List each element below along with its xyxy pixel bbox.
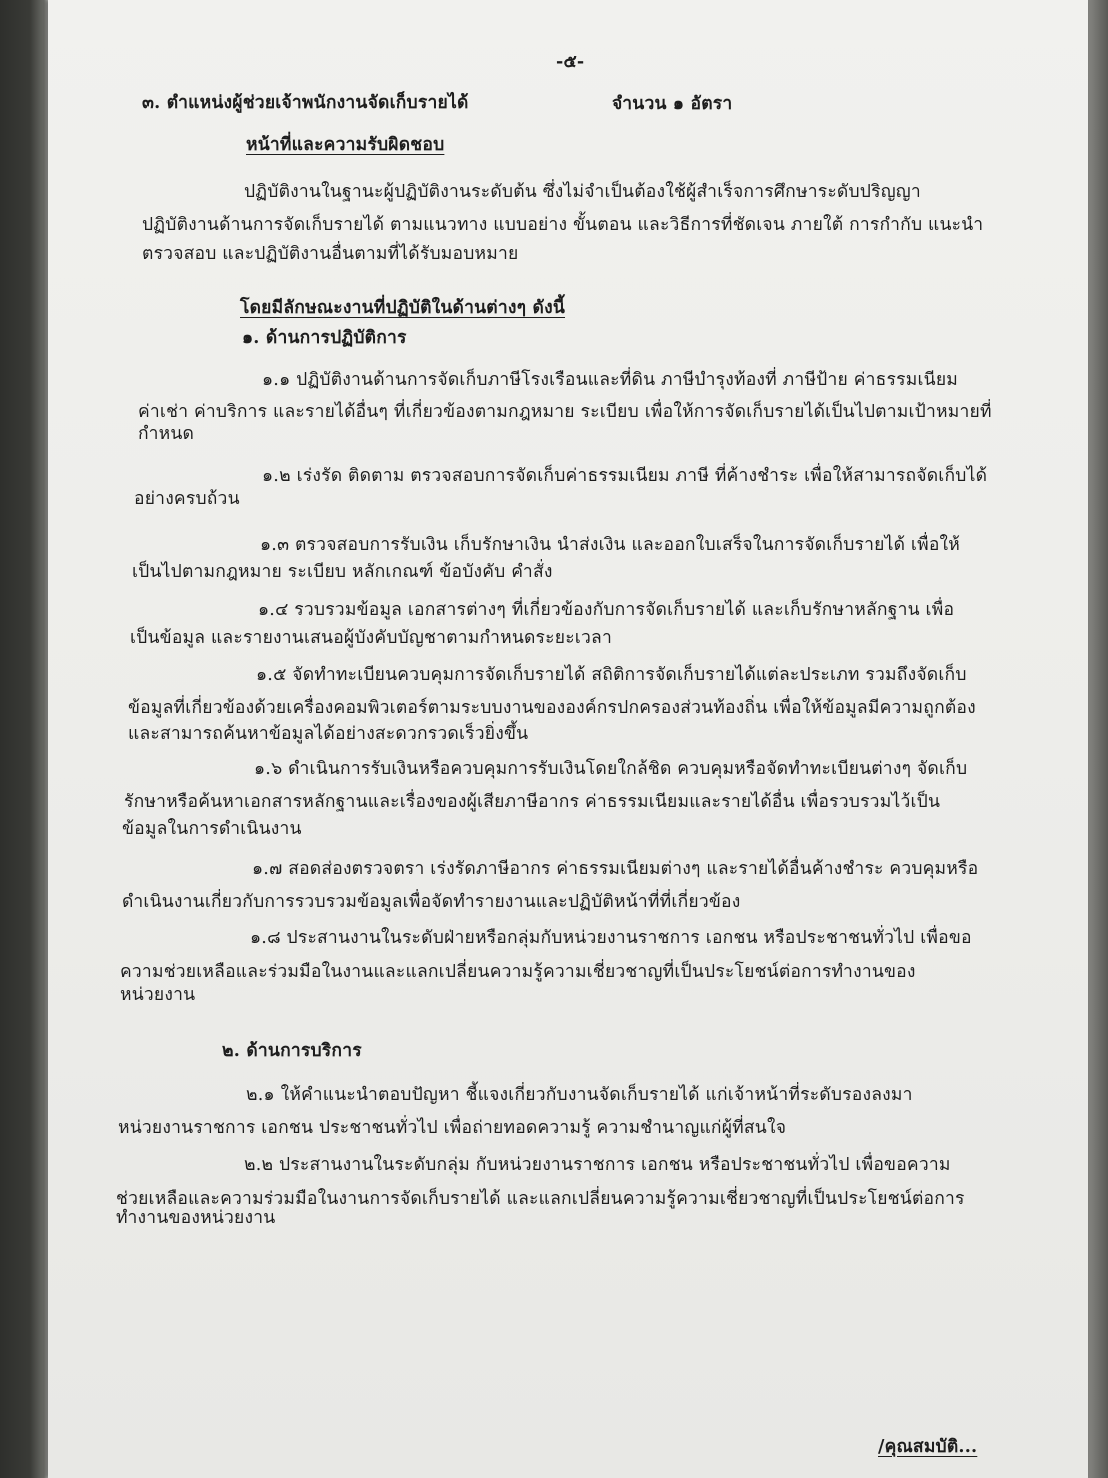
task-2-1-line: หน่วยงานราชการ เอกชน ประชาชนทั่วไป เพื่อถ่ายทอดความรู้ ความชำนาญแก่ผู้ที่สนใจ [118, 1118, 787, 1138]
task-1-8-line: ๑.๘ ประสานงานในระดับฝ่ายหรือกลุ่มกับหน่วยงานราชการ เอกชน หรือประชาชนทั่วไป เพื่อขอ [250, 928, 972, 948]
section2-heading: ๒. ด้านการบริการ [222, 1041, 362, 1061]
tasks-heading: โดยมีลักษณะงานที่ปฏิบัติในด้านต่างๆ ดังนี้ [240, 298, 566, 318]
task-1-2-line: ๑.๒ เร่งรัด ติดตาม ตรวจสอบการจัดเก็บค่าธรรมเนียม ภาษี ที่ค้างชำระ เพื่อให้สามารถจัดเก็บได้ [262, 466, 988, 486]
intro-line: ตรวจสอบ และปฏิบัติงานอื่นตามที่ได้รับมอบหมาย [142, 244, 519, 264]
intro-line: ปฏิบัติงานในฐานะผู้ปฏิบัติงานระดับต้น ซึ่งไม่จำเป็นต้องใช้ผู้สำเร็จการศึกษาระดับปริญญา [244, 182, 921, 202]
task-1-3-line: เป็นไปตามกฎหมาย ระเบียบ หลักเกณฑ์ ข้อบังคับ คำสั่ง [132, 562, 553, 582]
intro-line: ปฏิบัติงานด้านการจัดเก็บรายได้ ตามแนวทาง แบบอย่าง ขั้นตอน และวิธีการที่ชัดเจน ภายใต้ การกำกับ แนะนำ [142, 215, 984, 235]
continuation-note: /คุณสมบัติ... [878, 1437, 978, 1457]
task-1-6-line: ข้อมูลในการดำเนินงาน [122, 819, 302, 839]
task-1-1-line: ๑.๑ ปฏิบัติงานด้านการจัดเก็บภาษีโรงเรือนและที่ดิน ภาษีบำรุงท้องที่ ภาษีป้าย ค่าธรรมเนียม [262, 370, 959, 390]
task-1-6-line: ๑.๖ ดำเนินการรับเงินหรือควบคุมการรับเงินโดยใกล้ชิด ควบคุมหรือจัดทำทะเบียนต่างๆ จัดเก็บ [254, 759, 968, 779]
task-2-2-line: ทำงานของหน่วยงาน [116, 1208, 276, 1228]
task-1-5-line: ข้อมูลที่เกี่ยวข้องด้วยเครื่องคอมพิวเตอร์ตามระบบงานขององค์กรปกครองส่วนท้องถิ่น เพื่อให้ข้อมูลมีความถูกต้อง [128, 698, 976, 718]
task-2-2-line: ช่วยเหลือและความร่วมมือในงานการจัดเก็บรายได้ และแลกเปลี่ยนความรู้ความเชี่ยวชาญที่เป็นประโยชน์ต่อการ [116, 1189, 965, 1209]
task-2-2-line: ๒.๒ ประสานงานในระดับกลุ่ม กับหน่วยงานราชการ เอกชน หรือประชาชนทั่วไป เพื่อขอความ [244, 1155, 951, 1175]
section1-heading: ๑. ด้านการปฏิบัติการ [242, 328, 407, 348]
duties-heading: หน้าที่และความรับผิดชอบ [246, 135, 445, 155]
task-1-1-line: ค่าเช่า ค่าบริการ และรายได้อื่นๆ ที่เกี่ยวข้องตามกฎหมาย ระเบียบ เพื่อให้การจัดเก็บรายได้เป็นไปตามเป้าหมายที่ [138, 402, 992, 422]
task-1-4-line: เป็นข้อมูล และรายงานเสนอผู้บังคับบัญชาตามกำหนดระยะเวลา [130, 628, 612, 648]
task-1-5-line: ๑.๕ จัดทำทะเบียนควบคุมการจัดเก็บรายได้ สถิติการจัดเก็บรายได้แต่ละประเภท รวมถึงจัดเก็บ [256, 665, 967, 685]
task-1-7-line: ดำเนินงานเกี่ยวกับการรวบรวมข้อมูลเพื่อจัดทำรายงานและปฏิบัติหน้าที่ที่เกี่ยวข้อง [122, 892, 741, 912]
task-1-8-line: ความช่วยเหลือและร่วมมือในงานและแลกเปลี่ยนความรู้ความเชี่ยวชาญที่เป็นประโยชน์ต่อการทำงานของ [120, 962, 916, 982]
page-number: -๕- [556, 52, 585, 72]
task-1-8-line: หน่วยงาน [120, 985, 196, 1005]
task-1-7-line: ๑.๗ สอดส่องตรวจตรา เร่งรัดภาษีอากร ค่าธรรมเนียมต่างๆ และรายได้อื่นค้างชำระ ควบคุมหรือ [252, 859, 979, 879]
task-1-1-line: กำหนด [138, 424, 195, 444]
position-heading: ๓. ตำแหน่งผู้ช่วยเจ้าพนักงานจัดเก็บรายได้ [142, 93, 469, 113]
task-1-6-line: รักษาหรือค้นหาเอกสารหลักฐานและเรื่องของผู้เสียภาษีอากร ค่าธรรมเนียมและรายได้อื่น เพื่อรวบรวมไว้เป็น [124, 792, 941, 812]
task-1-3-line: ๑.๓ ตรวจสอบการรับเงิน เก็บรักษาเงิน นำส่งเงิน และออกใบเสร็จในการจัดเก็บรายได้ เพื่อให้ [260, 535, 961, 555]
task-1-2-line: อย่างครบถ้วน [134, 489, 240, 509]
task-1-5-line: และสามารถค้นหาข้อมูลได้อย่างสะดวกรวดเร็วยิ่งขึ้น [128, 724, 529, 744]
position-count: จำนวน ๑ อัตรา [612, 94, 733, 114]
task-1-4-line: ๑.๔ รวบรวมข้อมูล เอกสารต่างๆ ที่เกี่ยวข้องกับการจัดเก็บรายได้ และเก็บรักษาหลักฐาน เพื่อ [258, 600, 955, 620]
task-2-1-line: ๒.๑ ให้คำแนะนำตอบปัญหา ชี้แจงเกี่ยวกับงานจัดเก็บรายได้ แก่เจ้าหน้าที่ระดับรองลงมา [246, 1085, 913, 1105]
